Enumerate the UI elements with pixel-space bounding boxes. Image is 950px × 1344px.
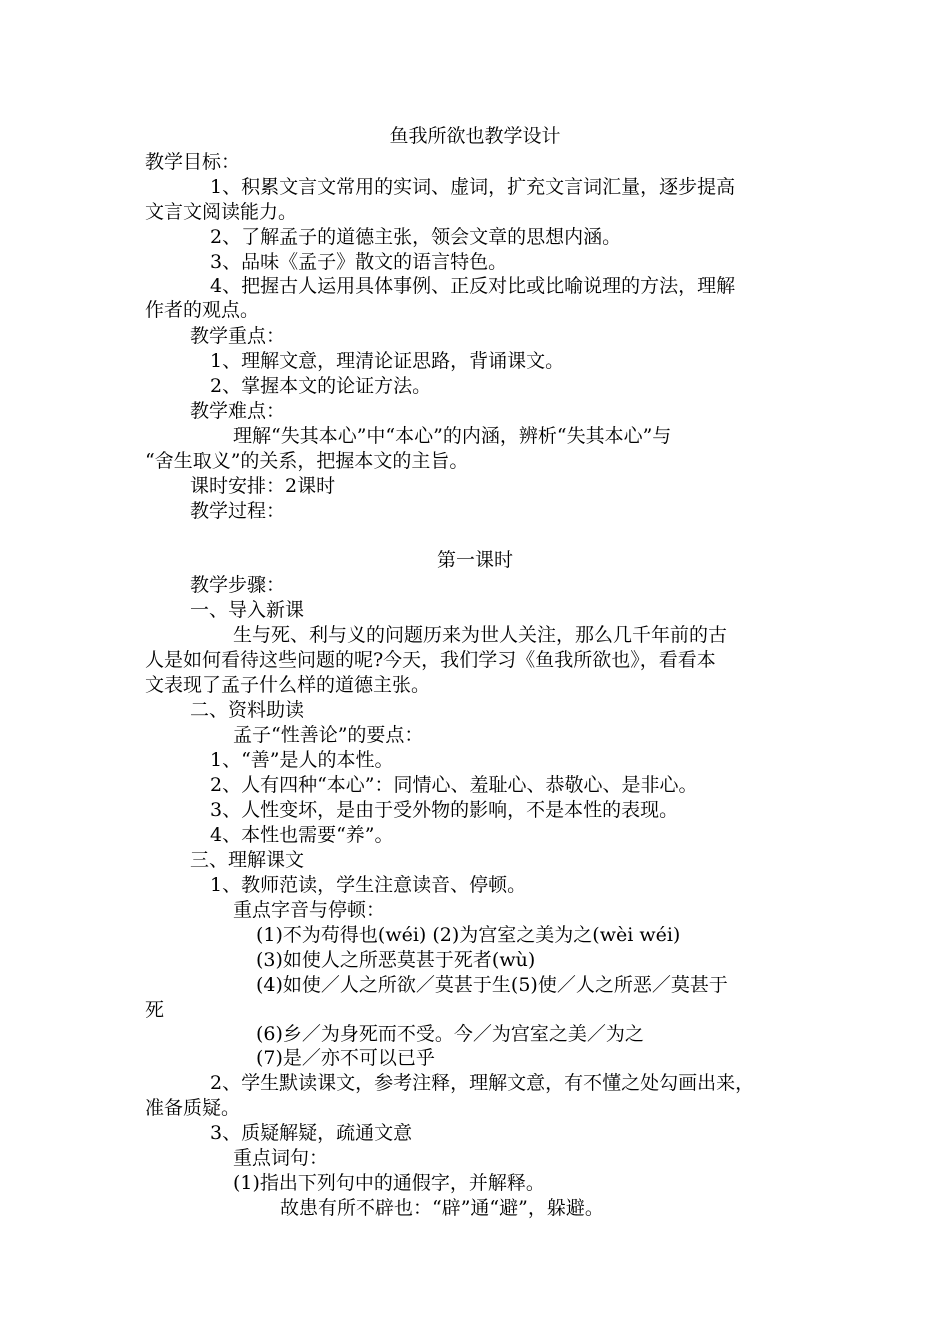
objective-item: 3、品味《孟子》散文的语言特色。 (210, 251, 508, 273)
section-heading-process: 教学过程： (190, 500, 286, 522)
materials-item: 1、“善”是人的本性。 (210, 749, 394, 771)
key-words-heading: 重点词句： (233, 1147, 329, 1169)
key-point-item: 1、理解文意，理清论证思路，背诵课文。 (210, 350, 565, 372)
introduction-text-continued: 人是如何看待这些问题的呢?今天，我们学习《鱼我所欲也》，看看本 (145, 649, 716, 671)
section-heading-key-points: 教学重点： (190, 325, 286, 347)
materials-item: 3、人性变坏，是由于受外物的影响，不是本性的表现。 (210, 799, 679, 821)
objective-item-continued: 文言文阅读能力。 (145, 201, 298, 223)
understanding-item: 2、学生默读课文，参考注释，理解文意，有不懂之处勾画出来， (210, 1072, 755, 1094)
objective-item: 4、把握古人运用具体事例、正反对比或比喻说理的方法，理解 (210, 275, 736, 297)
pause-item: (4)如使／人之所欲／莫甚于生(5)使／人之所恶／莫甚于 (256, 974, 728, 996)
materials-intro: 孟子“性善论”的要点： (233, 724, 424, 746)
objective-item: 2、了解孟子的道德主张，领会文章的思想内涵。 (210, 226, 622, 248)
difficulty-text: 理解“失其本心”中“本心”的内涵，辨析“失其本心”与 (233, 425, 672, 447)
objective-item-continued: 作者的观点。 (145, 299, 260, 321)
key-words-example: 故患有所不辟也：“辟”通“避”，躲避。 (280, 1197, 604, 1219)
section-heading-difficulties: 教学难点： (190, 400, 286, 422)
pronunciation-heading: 重点字音与停顿： (233, 899, 386, 921)
pause-item: (7)是／亦不可以已乎 (256, 1047, 435, 1069)
introduction-text: 生与死、利与义的问题历来为世人关注，那么几千年前的古 (233, 624, 728, 646)
difficulty-text-continued: “舍生取义”的关系，把握本文的主旨。 (145, 450, 469, 472)
key-point-item: 2、掌握本文的论证方法。 (210, 375, 432, 397)
step-heading-materials: 二、资料助读 (190, 699, 305, 721)
lesson-one-heading: 第一课时 (436, 549, 513, 571)
pause-item: (6)乡／为身死而不受。今／为宫室之美／为之 (256, 1023, 644, 1045)
pronunciation-item: (3)如使人之所恶莫甚于死者(wù) (256, 949, 536, 971)
understanding-item-continued: 准备质疑。 (145, 1097, 241, 1119)
key-words-item: (1)指出下列句中的通假字，并解释。 (233, 1172, 545, 1194)
document-title: 鱼我所欲也教学设计 (389, 125, 561, 147)
materials-item: 4、本性也需要“养”。 (210, 824, 394, 846)
materials-item: 2、人有四种“本心”：同情心、羞耻心、恭敬心、是非心。 (210, 774, 698, 796)
understanding-item: 1、教师范读，学生注意读音、停顿。 (210, 874, 527, 896)
understanding-item: 3、质疑解疑，疏通文意 (210, 1122, 413, 1144)
section-heading-objectives: 教学目标： (145, 151, 241, 173)
pause-item-continued: 死 (145, 999, 165, 1021)
pronunciation-item: (1)不为苟得也(wéi) (2)为宫室之美为之(wèi wéi) (256, 924, 681, 946)
step-heading-introduction: 一、导入新课 (190, 599, 305, 621)
objective-item: 1、积累文言文常用的实词、虚词，扩充文言词汇量，逐步提高 (210, 176, 736, 198)
step-heading-understanding: 三、理解课文 (190, 849, 305, 871)
section-heading-steps: 教学步骤： (190, 574, 286, 596)
schedule-line: 课时安排：2课时 (190, 475, 336, 497)
introduction-text-continued: 文表现了孟子什么样的道德主张。 (145, 674, 431, 696)
